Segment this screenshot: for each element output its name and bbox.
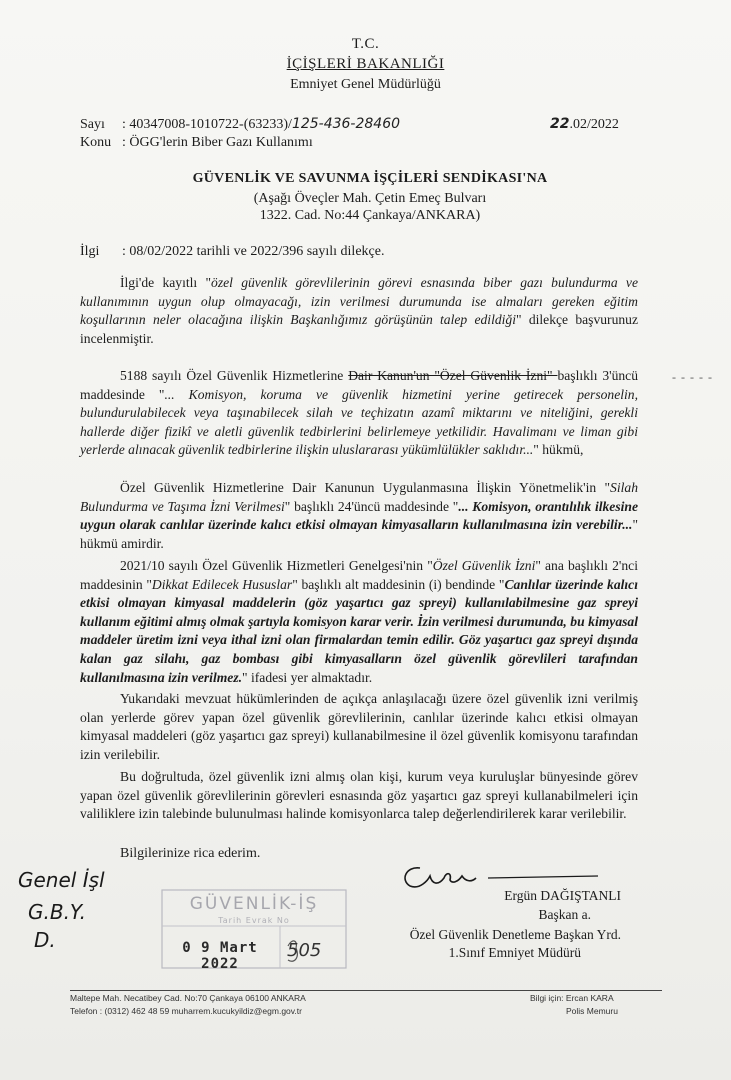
addressee-line1: (Aşağı Öveçler Mah. Çetin Emeç Bulvarı [253, 191, 487, 206]
p1-text-a: İlgi'de kayıtlı " [120, 275, 212, 290]
p4-text-g: " ifadesi yer almaktadır. [242, 669, 373, 685]
p2-text-d: " hükmü, [533, 442, 584, 458]
date-rest: .02/2022 [569, 117, 619, 132]
stamp-title: GÜVENLİK-İŞ [189, 894, 319, 914]
p5-text: Yukarıdaki mevzuat hükümlerinden de açıkça anlaşılacağı üzere özel güvenlik izni verilmiş olan yerlerde görev yapan özel güvenlik görevlilerinin, canlılar üzerinde kalıcı etkisi olmayan kimyasal maddeleri (göz yaşartıcı gaz spreyi) kullanabilmesine il özel güvenlik komisyonu tarafından izin verilebilir. [80, 691, 638, 762]
p2-text-b: başlıklı 3'üncü maddesinde " [80, 368, 639, 402]
document-date [550, 116, 619, 133]
p4-text-a: 2021/10 sayılı Özel Güvenlik Hizmetleri Genelgesi'nin " [120, 558, 433, 573]
ilgi-value: : 08/02/2022 tarihli ve 2022/396 sayılı dilekçe. [122, 244, 385, 259]
p3-text-c: " başlıklı 24'üncü maddesinde " [284, 498, 459, 514]
p6-text: Bu doğrultuda, özel güvenlik izni almış olan kişi, kurum veya kuruluşlar bünyesinde görev yapan özel güvenlik görevlilerinin görevleri esnasında göz yaşartıcı gaz spreyi kullanabilmeleri için valiliklere izin talebinde bulunulması halinde komisyonlarca talep değerlendirilerek karar verilebilir. [80, 769, 638, 822]
p1-quote: özel güvenlik görevlilerinin görevi esnasında biber gazı bulundurma ve kullanımının uygun olup olmayacağı, izin verilmesi durumunda ise almaları gereken eğitim koşullarının neler olacağına ilişkin Başkanlığımız görüşünün talep edildiği [80, 275, 638, 328]
paragraph-3 [80, 479, 638, 553]
p1-text-c: " dilekçe başvurunuz incelenmiştir. [80, 312, 638, 346]
p2-text-a: 5188 sayılı Özel Güvenlik Hizmetlerine [120, 368, 349, 383]
p3-quote: ... Komisyon, orantılılık ilkesine uygun olarak canlılar üzerinde kalıcı etkisi olmayan kimyasalların kullanılmasına izin verebilir... [80, 498, 638, 533]
handwritten-note-2: G.B.Y. [28, 900, 86, 924]
p4-quote: Canlılar üzerinde kalıcı etkisi olmayan kimyasal maddelerin (göz yaşartıcı gaz spreyi) kullanılabilmesine gaz spreyi kullanım eğitimi almış olmak şartıyla komisyon karar verir. İzin verilmesi durumunda, bu kimyasal maddeler üretim izni veya ithal izni olan firmalardan temin edilir. Göz yaşartıcı gaz spreyi dışında kalan gaz silahı, gaz bombası gibi kimyasalların özel güvenlik görevlileri tarafından kullanılmasına izin verilmez. [80, 576, 638, 685]
receipt-stamp [160, 888, 348, 970]
konu-label: Konu [80, 135, 112, 150]
p3-text-e: " hükmü amirdir. [80, 517, 638, 551]
p3-title: Silah Bulundurma ve Taşıma İzni Verilmesi [80, 480, 638, 514]
header-directorate: Emniyet Genel Müdürlüğü [290, 77, 441, 92]
paragraph-6 [80, 768, 638, 824]
header-tc: T.C. [351, 36, 380, 52]
handwritten-note-1: Genel İşl [18, 868, 105, 892]
footer-role: Polis Memuru [566, 1006, 618, 1016]
footer-phone: Telefon : (0312) 462 48 59 muharrem.kucukyildiz@egm.gov.tr [70, 1006, 302, 1016]
ilgi-label: İlgi [80, 244, 100, 259]
sayi-value: : 40347008-1010722-(63233)/ [122, 117, 292, 132]
addressee-title: GÜVENLİK VE SAVUNMA İŞÇİLERİ SENDİKASI'NA [192, 171, 548, 186]
footer-address: Maltepe Mah. Necatibey Cad. No:70 Çankaya 06100 ANKARA [70, 993, 306, 1003]
signatory-name-text: Ergün DAĞIŞTANLI [504, 888, 621, 903]
paragraph-4 [80, 557, 638, 687]
p2-quote: ... Komisyon, koruma ve güvenlik hizmetini yerine getirecek personelin, bulundurulabilecek veya taşınabilecek silah ve teçhizatın azamî miktarını ve niteliğini, gerekli hallerde diğer fizikî ve aletli güvenlik tedbirlerini belirlemeye yetkilidir. Havalimanı ve liman gibi yerlerde alınacak güvenlik tedbirlerine ilişkin uluslararası yükümlülükler saklıdır... [80, 386, 638, 458]
p3-text-a: Özel Güvenlik Hizmetlerine Dair Kanunun Uygulanmasına İlişkin Yönetmelik'in " [120, 480, 611, 495]
margin-dash: - - - - - [672, 370, 713, 384]
signatory-name [504, 888, 621, 904]
paragraph-2 [80, 367, 638, 460]
date-day-handwritten: 22 [550, 116, 570, 132]
p4-title-b: Özel Güvenlik İzni [432, 558, 536, 573]
ilgi-line [80, 244, 384, 260]
konu-line [80, 135, 313, 151]
footer-divider [70, 990, 662, 991]
p4-title-d: Dikkat Edilecek Hususlar [151, 576, 293, 592]
stamp-date: 0 9 Mart 2022 [182, 940, 258, 972]
footer-info: Bilgi için: Ercan KARA [530, 993, 614, 1003]
addressee-line2: 1322. Cad. No:44 Çankaya/ANKARA) [259, 208, 481, 223]
stamp-number: 505 [287, 940, 322, 961]
signatory-title3: 1.Sınıf Emniyet Müdürü [448, 945, 581, 960]
header-ministry: İÇİŞLERİ BAKANLIĞI [286, 56, 445, 72]
signatory-title2: Özel Güvenlik Denetleme Başkan Yrd. [409, 927, 621, 942]
p4-text-e: " başlıklı alt maddesinin (i) bendinde " [292, 576, 505, 592]
handwritten-note-3: D. [34, 928, 56, 952]
paragraph-1 [80, 274, 638, 348]
closing-line: Bilgilerinize rica ederim. [120, 846, 261, 861]
signatory-title1: Başkan a. [538, 907, 591, 922]
p2-strikethrough: Dair Kanun'un "Özel Güvenlik İzni" [348, 368, 558, 383]
sayi-label: Sayı [80, 117, 105, 132]
p4-text-c: " ana başlıklı 2'nci maddesinin " [80, 558, 638, 592]
paragraph-5 [80, 690, 638, 764]
sayi-handwritten: 125-436-28460 [291, 116, 401, 132]
konu-value: : ÖGG'lerin Biber Gazı Kullanımı [122, 135, 313, 150]
stamp-labels: Tarih Evrak No [218, 916, 290, 925]
sayi-line [80, 116, 400, 133]
